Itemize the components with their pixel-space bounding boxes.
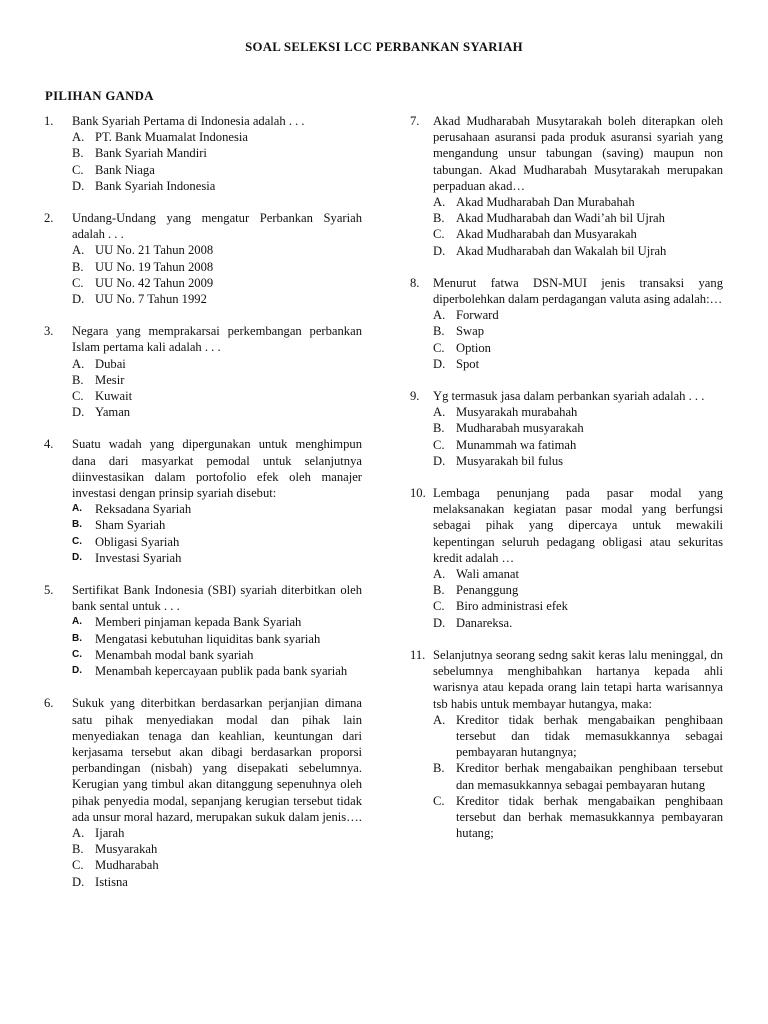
option-letter: A. — [72, 356, 85, 371]
document-title: SOAL SELEKSI LCC PERBANKAN SYARIAH — [245, 40, 523, 54]
answer-option — [72, 874, 362, 890]
option-text: Forward — [456, 308, 499, 323]
option-text: UU No. 19 Tahun 2008 — [95, 259, 214, 274]
option-letter: A. — [433, 712, 446, 727]
option-letter: D. — [72, 405, 85, 420]
question-spacer — [405, 469, 723, 485]
question-item — [405, 647, 723, 841]
option-letter: A. — [72, 616, 82, 628]
option-text: Musyarakah — [95, 842, 158, 857]
option-letter: B. — [433, 421, 445, 436]
answer-option — [433, 356, 723, 372]
option-text: Mengatasi kebutuhan liquiditas bank syariah — [95, 631, 321, 646]
option-text: Biro administrasi efek — [456, 599, 568, 614]
option-text: Danareksa. — [456, 615, 513, 630]
answer-option — [72, 356, 362, 372]
option-text: Akad Mudharabah dan Wadi’ah bil Ujrah — [456, 211, 665, 226]
answer-option — [433, 760, 723, 792]
option-letter: B. — [433, 211, 445, 226]
option-letter: D. — [72, 665, 82, 677]
answer-options — [433, 712, 723, 842]
question-number: 1. — [44, 114, 54, 128]
answer-option — [72, 259, 362, 275]
option-letter: B. — [72, 632, 82, 644]
answer-option — [72, 550, 362, 566]
answer-option — [72, 129, 362, 145]
option-text: Akad Mudharabah Dan Murabahah — [456, 195, 635, 210]
question-text: Menurut fatwa DSN-MUI jenis transaksi yang diperbolehkan dalam perdagangan valuta asing adalah:… — [433, 275, 723, 307]
option-letter: B. — [72, 372, 84, 387]
answer-option — [72, 501, 362, 517]
answer-option — [433, 582, 723, 598]
option-letter: C. — [433, 227, 445, 242]
option-letter: D. — [72, 292, 85, 307]
option-text: Penanggung — [456, 583, 519, 598]
answer-options — [72, 825, 362, 890]
option-letter: B. — [72, 146, 84, 161]
question-spacer — [44, 566, 362, 582]
option-letter: C. — [72, 275, 84, 290]
option-text: Menambah modal bank syariah — [95, 647, 254, 662]
option-letter: C. — [433, 599, 445, 614]
option-letter: A. — [72, 130, 85, 145]
option-text: Menambah kepercayaan publik pada bank syariah — [95, 664, 348, 679]
answer-option — [72, 178, 362, 194]
question-text: Negara yang memprakarsai perkembangan perbankan Islam pertama kali adalah . . . — [72, 324, 362, 355]
answer-options — [433, 307, 723, 372]
option-text: Ijarah — [95, 825, 125, 840]
question-number: 8. — [410, 275, 420, 290]
option-letter: B. — [433, 324, 445, 339]
answer-option — [433, 323, 723, 339]
answer-option — [72, 145, 362, 161]
option-text: UU No. 7 Tahun 1992 — [95, 292, 207, 307]
answer-option — [72, 857, 362, 873]
option-text: Reksadana Syariah — [95, 502, 192, 517]
answer-option — [72, 517, 362, 533]
question-text: Akad Mudharabah Musytarakah boleh diterapkan oleh perusahaan asuransi pada produk asuransi syariah yang mengandung unsur tabungan (saving) maupun non tabungan. Akad Mudharabah Musytarakah merupakan perpaduan akad… — [433, 114, 723, 193]
option-letter: B. — [433, 583, 445, 598]
option-text: Wali amanat — [456, 567, 519, 582]
question-text: Selanjutnya seorang sedng sakit keras lalu meninggal, dn sebelumnya menghibahkan hartanya kepada ahli warisnya atau kepada orang lain tetapi harta warisannya tsb habis untuk membayar hutangya, maka: — [433, 647, 723, 711]
section-heading: PILIHAN GANDA — [45, 89, 154, 103]
option-letter: A. — [433, 195, 446, 210]
answer-option — [72, 372, 362, 388]
option-text: Musyarakah bil fulus — [456, 453, 564, 468]
question-item — [44, 695, 362, 889]
option-letter: A. — [433, 308, 446, 323]
answer-option — [72, 404, 362, 420]
answer-options — [72, 614, 362, 679]
answer-option — [433, 194, 723, 210]
question-spacer — [405, 259, 723, 275]
option-text: Kuwait — [95, 389, 133, 404]
answer-option — [433, 615, 723, 631]
option-text: Bank Niaga — [95, 162, 155, 177]
option-letter: B. — [433, 761, 445, 776]
option-text: Bank Syariah Indonesia — [95, 178, 216, 193]
question-spacer — [44, 679, 362, 695]
question-number: 3. — [44, 324, 54, 339]
answer-option — [72, 388, 362, 404]
option-text: Mudharabah musyarakah — [456, 421, 584, 436]
option-text: Investasi Syariah — [95, 550, 182, 565]
answer-options — [433, 194, 723, 259]
option-text: Istisna — [95, 874, 128, 889]
option-letter: D. — [433, 453, 446, 468]
question-text: Sertifikat Bank Indonesia (SBI) syariah diterbitkan oleh bank sental untuk . . . — [72, 583, 362, 614]
option-letter: B. — [72, 842, 84, 857]
question-item — [405, 388, 723, 469]
option-text: Option — [456, 340, 491, 355]
option-letter: C. — [433, 437, 445, 452]
answer-option — [433, 566, 723, 582]
question-item — [405, 275, 723, 372]
question-number: 6. — [44, 696, 54, 711]
answer-options — [433, 404, 723, 469]
answer-option — [72, 663, 362, 679]
question-text: Yg termasuk jasa dalam perbankan syariah adalah . . . — [433, 389, 705, 404]
question-item — [44, 436, 362, 566]
question-item — [44, 582, 362, 679]
question-number: 5. — [44, 583, 54, 598]
option-letter: C. — [433, 793, 445, 808]
option-text: Swap — [456, 324, 484, 339]
answer-option — [433, 404, 723, 420]
answer-options — [72, 356, 362, 421]
answer-option — [72, 275, 362, 291]
answer-option — [433, 453, 723, 469]
option-letter: C. — [433, 340, 445, 355]
answer-option — [433, 210, 723, 226]
option-text: Memberi pinjaman kepada Bank Syariah — [95, 615, 302, 630]
option-text: Kreditor tidak berhak mengabaikan penghibaan tersebut dan tidak memasukkannya sebagai pembayaran hutangnya; — [456, 712, 723, 760]
question-item — [405, 113, 723, 259]
answer-options — [72, 129, 362, 194]
answer-option — [72, 631, 362, 647]
question-text: Lembaga penunjang pada pasar modal yang melaksanakan kegiatan pasar modal yang berfungsi sebagai pihak yang dipercaya untuk mewakili kepentingan seluruh pedagang obligasi atau sekuritas kredit adalah … — [433, 486, 723, 565]
option-letter: D. — [433, 243, 446, 258]
option-text: UU No. 21 Tahun 2008 — [95, 243, 214, 258]
answer-options — [72, 242, 362, 307]
question-text: Undang-Undang yang mengatur Perbankan Syariah adalah . . . — [72, 211, 362, 242]
option-text: Akad Mudharabah dan Wakalah bil Ujrah — [456, 243, 667, 258]
option-letter: D. — [72, 178, 85, 193]
option-letter: D. — [433, 615, 446, 630]
answer-option — [72, 242, 362, 258]
answer-options — [72, 501, 362, 566]
answer-option — [433, 598, 723, 614]
option-letter: B. — [72, 519, 82, 531]
answer-options — [433, 566, 723, 631]
option-text: Munammah wa fatimah — [456, 437, 577, 452]
question-number: 7. — [410, 114, 420, 128]
option-text: Spot — [456, 356, 480, 371]
question-spacer — [405, 372, 723, 388]
option-text: Kreditor berhak mengabaikan penghibaan tersebut dan memasukkannya sebagai pembayaran hutang — [456, 761, 723, 792]
option-text: Yaman — [95, 405, 131, 420]
question-spacer — [405, 631, 723, 647]
answer-option — [72, 841, 362, 857]
option-letter: B. — [72, 259, 84, 274]
option-letter: A. — [72, 243, 85, 258]
question-number: 2. — [44, 211, 54, 226]
option-text: Mudharabah — [95, 858, 159, 873]
option-text: Bank Syariah Mandiri — [95, 146, 207, 161]
right-column — [405, 113, 723, 841]
question-item — [44, 323, 362, 420]
option-letter: C. — [72, 535, 82, 547]
answer-option — [433, 226, 723, 242]
option-text: PT. Bank Muamalat Indonesia — [95, 130, 248, 145]
option-letter: D. — [433, 356, 446, 371]
option-letter: C. — [72, 858, 84, 873]
option-text: Sham Syariah — [95, 518, 166, 533]
answer-option — [433, 437, 723, 453]
option-text: Musyarakah murabahah — [456, 405, 578, 420]
option-letter: C. — [72, 648, 82, 660]
answer-option — [72, 162, 362, 178]
option-letter: A. — [72, 825, 85, 840]
question-spacer — [44, 420, 362, 436]
question-spacer — [44, 307, 362, 323]
question-number: 9. — [410, 389, 420, 404]
question-number: 11. — [410, 647, 426, 662]
answer-option — [72, 647, 362, 663]
option-letter: C. — [72, 389, 84, 404]
answer-option — [433, 712, 723, 761]
answer-option — [433, 420, 723, 436]
option-text: Kreditor tidak berhak mengabaikan penghibaan tersebut dan berhak memasukkannya pembayaran hutang; — [456, 793, 723, 841]
question-number: 10. — [410, 486, 426, 501]
option-letter: A. — [433, 405, 446, 420]
answer-option — [72, 291, 362, 307]
option-letter: A. — [433, 567, 446, 582]
question-spacer — [44, 194, 362, 210]
question-text: Sukuk yang diterbitkan berdasarkan perjanjian dimana satu pihak menyediakan modal dan pihak lain menyediakan tenaga dan keahlian, keuntungan dari kerjasama tersebut akan dibagi berdasarkan proporsi perbandingan (nisbah) yang disepakati sebelumnya. Kerugian yang timbul akan ditanggung sepenuhnya oleh pihak penyedia modal, sepanjang kerugian tersebut tidak ada unsur moral hazard, merupakan sukuk dalam jenis…. — [72, 696, 362, 824]
option-letter: D. — [72, 551, 82, 563]
option-text: UU No. 42 Tahun 2009 — [95, 275, 214, 290]
question-text: Bank Syariah Pertama di Indonesia adalah . . . — [72, 114, 305, 128]
option-letter: C. — [72, 162, 84, 177]
answer-option — [433, 340, 723, 356]
answer-option — [72, 825, 362, 841]
question-item — [44, 113, 362, 194]
question-text: Suatu wadah yang dipergunakan untuk menghimpun dana dari masyarkat pemodal untuk selanjutnya diinvestasikan dalam portofolio efek oleh manajer investasi dengan prinsip syariah disebut: — [72, 437, 362, 501]
answer-option — [72, 534, 362, 550]
answer-option — [433, 243, 723, 259]
option-text: Dubai — [95, 356, 126, 371]
answer-option — [72, 614, 362, 630]
left-column — [44, 113, 362, 890]
answer-option — [433, 793, 723, 842]
question-item — [44, 210, 362, 307]
question-number: 4. — [44, 437, 54, 452]
option-letter: A. — [72, 503, 82, 515]
option-text: Obligasi Syariah — [95, 534, 180, 549]
question-item — [405, 485, 723, 631]
option-text: Akad Mudharabah dan Musyarakah — [456, 227, 637, 242]
answer-option — [433, 307, 723, 323]
option-text: Mesir — [95, 372, 125, 387]
option-letter: D. — [72, 874, 85, 889]
